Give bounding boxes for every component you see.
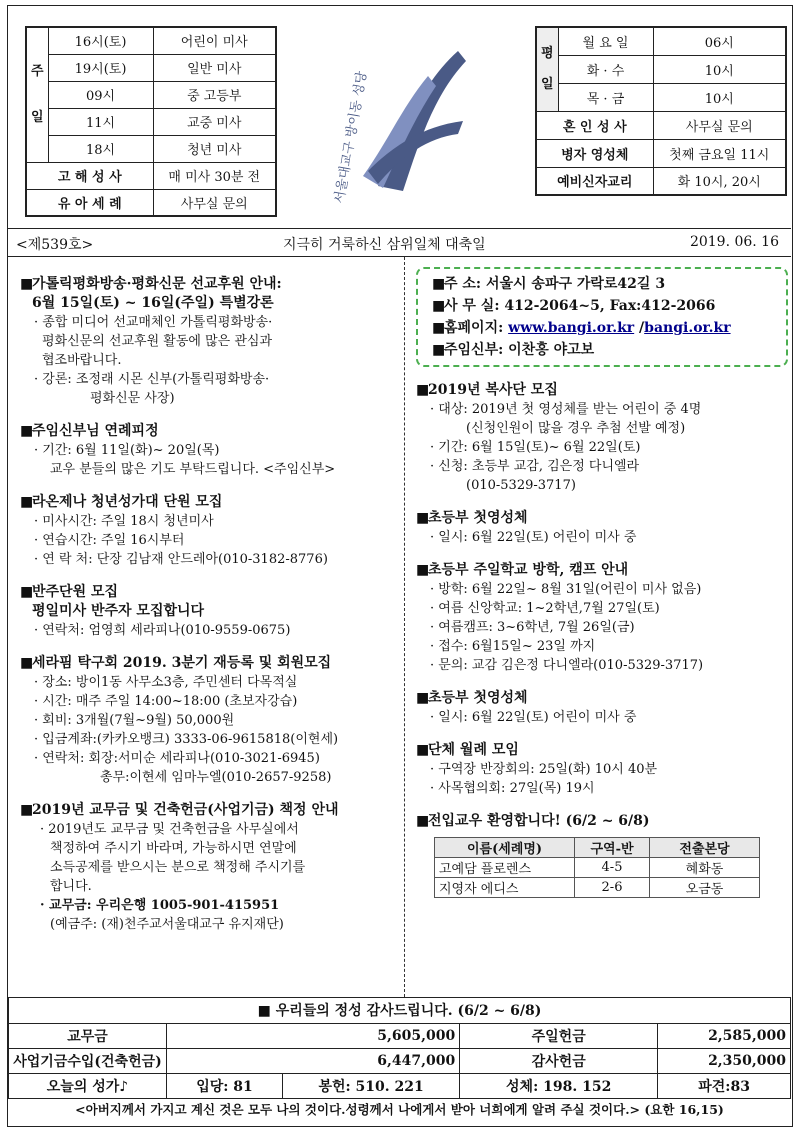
table-cell: 지영자 에디스 xyxy=(435,878,575,898)
logo-text: 서울대교구 방이동 성당 xyxy=(332,70,371,205)
office-label: 사 무 실: xyxy=(444,298,500,314)
notice-line: 협조바랍니다. xyxy=(42,353,122,368)
notice-line: 합니다. xyxy=(50,879,92,894)
parish-address-box: ■주 소: 서울시 송파구 가락로42길 3 ■사 무 실: 412-2064~5, Fax:412-2066 ■홈페이지: www.bangi.or.kr /bangi.or.kr ■주임신부: 이찬홍 야고보 xyxy=(416,267,788,367)
notice-item: ■주임신부님 연례피정 · 기간: 6월 11일(화)~ 20일(목) 교우 분들의 많은 기도 부탁드립니다. <주임신부> xyxy=(20,422,400,479)
header-box xyxy=(8,6,791,229)
parish-logo xyxy=(308,26,498,216)
notice-line: · 여름 신앙학교: 1~2학년,7월 27일(토) xyxy=(430,601,660,616)
notice-line: · 일시: 6월 22일(토) 어린이 미사 중 xyxy=(430,710,637,725)
infant-baptism-label: 유 아 세 례 xyxy=(26,189,153,216)
notice-item: ■초등부 첫영성체 · 일시: 6월 22일(토) 어린이 미사 중 xyxy=(416,689,788,727)
notice-line: 총무:이현세 임마누엘(010-2657-9258) xyxy=(100,770,332,785)
welcome-table xyxy=(434,837,760,898)
notice-item: ■초등부 주일학교 방학, 캠프 안내 · 방학: 6월 22일~ 8월 31일(어린이 미사 없음) · 여름 신앙학교: 1~2학년,7월 27일(토) · 여름캠프: 3~6학년, 7월 26일(금) · 접수: 6월15일~ 23일 까지 · 문의: 교감 김은정 다니엘라(010-5329-3717) xyxy=(416,561,788,675)
homepage-separator: / xyxy=(634,320,645,336)
notice-line: · 기간: 6월 15일(토)~ 6월 22일(토) xyxy=(430,440,641,455)
offering-value: 2,585,000 xyxy=(658,1023,791,1048)
notice-line: · 접수: 6월15일~ 23일 까지 xyxy=(430,639,596,654)
right-column xyxy=(416,267,788,912)
notice-line: · 장소: 방이1동 사무소3층, 주민센터 다목적실 xyxy=(34,675,298,690)
weekday-day: 월 요 일 xyxy=(558,27,653,55)
notice-line: (010-5329-3717) xyxy=(466,478,576,493)
hymn-offertory: 봉헌: 510. 221 xyxy=(283,1073,460,1098)
notice-title: 전입교우 환영합니다! (6/2 ~ 6/8) xyxy=(428,813,650,829)
notice-line: · 2019년도 교무금 및 건축헌금을 사무실에서 xyxy=(40,822,299,837)
notice-item: ■가톨릭평화방송·평화신문 선교후원 안내: 6월 15일(토) ~ 16일(주일) 특별강론 · 종합 미디어 선교매체인 가톨릭평화방송· 평화신문의 선교후원 활동에 많은 관심과 협조바랍니다. · 강론: 조정래 시몬 신부(가톨릭평화방송· 평화신문 사장) xyxy=(20,275,400,408)
notice-line: (신청인원이 많을 경우 추첨 선발 예정) xyxy=(466,421,686,436)
notice-line: · 미사시간: 주일 18시 청년미사 xyxy=(34,514,214,529)
hymn-communion: 성체: 198. 152 xyxy=(460,1073,658,1098)
hymn-dismissal: 파견:83 xyxy=(658,1073,791,1098)
notice-line: · 연락처: 엄영희 세라피나(010-9559-0675) xyxy=(34,623,291,638)
bulletin-date: 2019. 06. 16 xyxy=(689,234,779,250)
offering-label: 감사헌금 xyxy=(460,1048,658,1073)
offering-footer xyxy=(8,997,791,1128)
weekday-label: 평 일 xyxy=(536,27,558,111)
mass-name: 교중 미사 xyxy=(153,108,276,135)
table-cell: 오금동 xyxy=(650,878,760,898)
main-content xyxy=(8,257,791,997)
notice-title: 2019년 복사단 모집 xyxy=(428,382,558,398)
sunday-label: 주 일 xyxy=(26,27,48,162)
table-header: 구역-반 xyxy=(575,838,650,858)
offering-table xyxy=(8,998,791,1099)
mass-name: 일반 미사 xyxy=(153,54,276,81)
notice-title: 단체 월례 모임 xyxy=(428,742,519,758)
mass-name: 중 고등부 xyxy=(153,81,276,108)
left-column xyxy=(20,275,400,948)
notice-item: ■단체 월례 모임 · 구역장 반장회의: 25일(화) 10시 40분 · 사목협의회: 27일(목) 19시 xyxy=(416,741,788,798)
pastor-name: 이찬홍 야고보 xyxy=(508,342,595,358)
offering-value: 5,605,000 xyxy=(167,1023,460,1048)
notice-title: 반주단원 모집 xyxy=(32,584,119,600)
notice-item: ■반주단원 모집 평일미사 반주자 모집합니다 · 연락처: 엄영희 세라피나(010-9559-0675) xyxy=(20,583,400,640)
homepage-link[interactable]: www.bangi.or.kr xyxy=(508,320,635,336)
confession-label: 고 해 성 사 xyxy=(26,162,153,189)
notice-line: · 연락처: 회장:서미순 세라피나(010-3021-6945) xyxy=(34,751,320,766)
homepage-label: 홈페이지: xyxy=(444,320,504,336)
notice-line: · 교무금: 우리은행 1005-901-415951 xyxy=(40,898,280,913)
infant-baptism-value: 사무실 문의 xyxy=(153,189,276,216)
weekday-mass-table xyxy=(535,26,787,196)
notice-line: · 연 락 처: 단장 김남재 안드레아(010-3182-8776) xyxy=(34,552,328,567)
notice-line: · 기간: 6월 11일(화)~ 20일(목) xyxy=(34,443,220,458)
notice-line: · 시간: 매주 주일 14:00~18:00 (초보자강습) xyxy=(34,694,298,709)
table-row xyxy=(435,858,760,878)
weekday-time: 10시 xyxy=(653,83,786,111)
notice-item: ■라온제나 청년성가대 단원 모집 · 미사시간: 주일 18시 청년미사 · 연습시간: 주일 16시부터 · 연 락 처: 단장 김남재 안드레아(010-3182-8776) xyxy=(20,493,400,569)
table-cell: 혜화동 xyxy=(650,858,760,878)
homepage-link-short[interactable]: bangi.or.kr xyxy=(644,320,731,336)
sick-communion-value: 첫째 금요일 11시 xyxy=(653,139,786,167)
notice-line: · 강론: 조정래 시몬 신부(가톨릭평화방송· xyxy=(34,372,270,387)
notice-line: · 문의: 교감 김은정 다니엘라(010-5329-3717) xyxy=(430,658,704,673)
offering-value: 2,350,000 xyxy=(658,1048,791,1073)
notice-title: 초등부 첫영성체 xyxy=(428,690,528,706)
scripture-quote: <아버지께서 가지고 계신 것은 모두 나의 것이다.성령께서 나에게서 받아 너희에게 알려 주실 것이다.> (요한 16,15) xyxy=(75,1101,724,1117)
notice-line: · 대상: 2019년 첫 영성체를 받는 어린이 중 4명 xyxy=(430,402,702,417)
address-label: 주 소: xyxy=(444,276,482,292)
mass-time: 09시 xyxy=(48,81,153,108)
bulletin-page xyxy=(7,5,793,1127)
notice-line: · 신청: 초등부 교감, 김은정 다니엘라 xyxy=(430,459,640,474)
notice-line: · 구역장 반장회의: 25일(화) 10시 40분 xyxy=(430,762,658,777)
pastor-label: 주임신부: xyxy=(444,342,504,358)
notice-line: 교우 분들의 많은 기도 부탁드립니다. <주임신부> xyxy=(50,462,336,477)
offering-label: 교무금 xyxy=(9,1023,167,1048)
notice-title: 6월 15일(토) ~ 16일(주일) 특별강론 xyxy=(32,295,274,311)
notice-line: · 회비: 3개월(7월~9월) 50,000원 xyxy=(34,713,235,728)
hymn-entrance: 입당: 81 xyxy=(167,1073,283,1098)
notice-title: 2019년 교무금 및 건축헌금(사업기금) 책정 안내 xyxy=(32,802,339,818)
table-header-row xyxy=(435,838,760,858)
notice-title: 초등부 주일학교 방학, 캠프 안내 xyxy=(428,562,629,578)
notice-line: · 여름캠프: 3~6학년, 7월 26일(금) xyxy=(430,620,635,635)
notice-line: 소득공제를 받으시는 분으로 책정해 주시기를 xyxy=(50,860,306,875)
notice-item: ■2019년 교무금 및 건축헌금(사업기금) 책정 안내 · 2019년도 교무금 및 건축헌금을 사무실에서 책정하여 주시기 바라며, 가능하시면 연말에 소득공제를 받으시는 분으로 책정해 주시기를 합니다. · 교무금: 우리은행 1005-901-415951 (예금주: (재)천주교서울대교구 유지재단) xyxy=(20,801,400,934)
weekday-day: 화 · 수 xyxy=(558,55,653,83)
notice-item: ■세라핌 탁구회 2019. 3분기 재등록 및 회원모집 · 장소: 방이1동 사무소3층, 주민센터 다목적실 · 시간: 매주 주일 14:00~18:00 (초보자강습) · 회비: 3개월(7월~9월) 50,000원 · 입금계좌:(카카오뱅크) 3333-06-9615818(이현세) · 연락처: 회장:서미순 세라피나(010-3021-6945) 총무:이현세 임마누엘(010-2657-9258) xyxy=(20,654,400,787)
notice-line: · 입금계좌:(카카오뱅크) 3333-06-9615818(이현세) xyxy=(34,732,339,747)
notice-title: 평일미사 반주자 모집합니다 xyxy=(32,603,205,619)
weekday-time: 10시 xyxy=(653,55,786,83)
notice-item: ■초등부 첫영성체 · 일시: 6월 22일(토) 어린이 미사 중 xyxy=(416,509,788,547)
mass-time: 11시 xyxy=(48,108,153,135)
notice-line: 평화신문 사장) xyxy=(90,391,175,406)
weekday-day: 목 · 금 xyxy=(558,83,653,111)
mass-name: 어린이 미사 xyxy=(153,27,276,54)
office-value: 412-2064~5, Fax:412-2066 xyxy=(504,298,716,314)
mass-time: 19시(토) xyxy=(48,54,153,81)
sunday-mass-table xyxy=(25,26,277,217)
thanks-heading: 우리들의 정성 감사드립니다. (6/2 ~ 6/8) xyxy=(275,1003,542,1020)
confession-value: 매 미사 30분 전 xyxy=(153,162,276,189)
table-cell: 2-6 xyxy=(575,878,650,898)
notice-line: · 일시: 6월 22일(토) 어린이 미사 중 xyxy=(430,530,637,545)
notice-line: · 연습시간: 주일 16시부터 xyxy=(34,533,185,548)
notice-item: ■2019년 복사단 모집 · 대상: 2019년 첫 영성체를 받는 어린이 중 4명 (신청인원이 많을 경우 추첨 선발 예정) · 기간: 6월 15일(토)~ 6월 22일(토) · 신청: 초등부 교감, 김은정 다니엘라 (010-5329-3717) xyxy=(416,381,788,495)
title-bar xyxy=(8,229,791,257)
notice-line: · 종합 미디어 선교매체인 가톨릭평화방송· xyxy=(34,315,273,330)
table-cell: 고예담 플로렌스 xyxy=(435,858,575,878)
weekday-time: 06시 xyxy=(653,27,786,55)
mass-name: 청년 미사 xyxy=(153,135,276,162)
notice-line: · 사목협의회: 27일(목) 19시 xyxy=(430,781,595,796)
square-icon: ■ xyxy=(257,1003,276,1020)
offering-label: 주일헌금 xyxy=(460,1023,658,1048)
offering-label: 사업기금수입(건축헌금) xyxy=(9,1048,167,1073)
mass-time: 16시(토) xyxy=(48,27,153,54)
address-value: 서울시 송파구 가락로42길 3 xyxy=(485,276,666,292)
notice-title: 세라핌 탁구회 2019. 3분기 재등록 및 회원모집 xyxy=(32,655,332,671)
catechumen-value: 화 10시, 20시 xyxy=(653,167,786,195)
table-header: 전출본당 xyxy=(650,838,760,858)
feast-title: 지극히 거룩하신 삼위일체 대축일 xyxy=(283,237,486,253)
catechumen-label: 예비신자교리 xyxy=(536,167,653,195)
notice-line: 평화신문의 선교후원 활동에 많은 관심과 xyxy=(42,334,273,349)
notice-line: · 방학: 6월 22일~ 8월 31일(어린이 미사 없음) xyxy=(430,582,702,597)
marriage-value: 사무실 문의 xyxy=(653,111,786,139)
hymn-label: 오늘의 성가♪ xyxy=(9,1073,167,1098)
issue-number: <제539호> xyxy=(16,237,94,253)
table-header: 이름(세례명) xyxy=(435,838,575,858)
table-cell: 4-5 xyxy=(575,858,650,878)
notice-title: 주임신부님 연례피정 xyxy=(32,423,159,439)
marriage-label: 혼 인 성 사 xyxy=(536,111,653,139)
notice-title: 초등부 첫영성체 xyxy=(428,510,528,526)
notice-title: 가톨릭평화방송·평화신문 선교후원 안내: xyxy=(32,276,282,292)
notice-line: 책정하여 주시기 바라며, 가능하시면 연말에 xyxy=(50,841,297,856)
notice-item: ■전입교우 환영합니다! (6/2 ~ 6/8) 이름(세례명) 구역-반 전출본당 고예담 플로렌스 4-5 혜화동 지영자 에디스 2-6 오금동 xyxy=(416,812,788,898)
notice-title: 라온제나 청년성가대 단원 모집 xyxy=(32,494,223,510)
table-row xyxy=(435,878,760,898)
sick-communion-label: 병자 영성체 xyxy=(536,139,653,167)
offering-value: 6,447,000 xyxy=(167,1048,460,1073)
notice-line: (예금주: (재)천주교서울대교구 유지재단) xyxy=(50,917,284,932)
mass-time: 18시 xyxy=(48,135,153,162)
